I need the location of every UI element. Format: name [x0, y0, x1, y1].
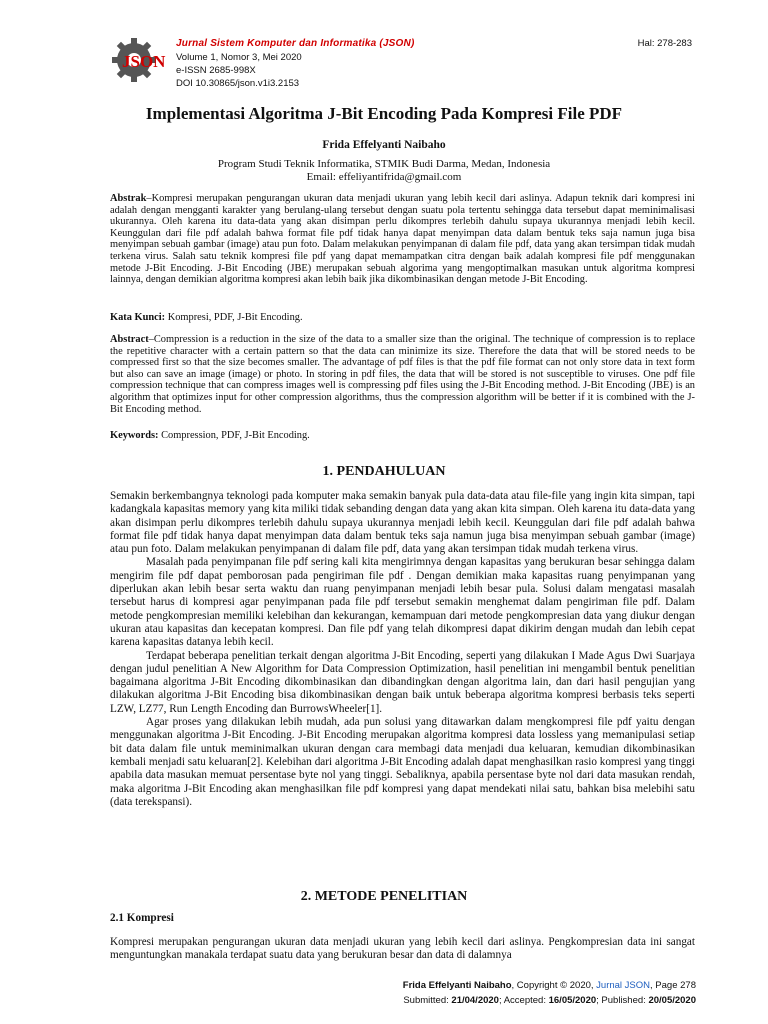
- section1-paragraph-4: Agar proses yang dilakukan lebih mudah, ada pun solusi yang ditawarkan dalam mengkompresi file pdf yaitu dengan menggunakan algoritma J-Bit Encoding. J-Bit Encoding merupakan algoritma kompresi data lossless yang memanipulasi setiap bit data dalam file untuk meminimalkan ukuran dengan cara membagi data menjadi dua keluaran, kemudian dikombinasikan kembali menjadi satu keluaran[2]. Kelebihan dari algoritma J-Bit Encoding adalah dapat menghasilkan rasio kompresi yang tinggi apabila data masukan memuat persentase byte nol yang tinggi. Sebaliknya, apabila persentase byte nol dari data masukan rendah, maka algoritma J-Bit Encoding akan menghasilkan file pdf kompresi yang dapat mendekati nilai satu, bahkan bisa melebihi satu (data terekspansi).: [110, 716, 695, 808]
- journal-name: Jurnal Sistem Komputer dan Informatika (JSON): [176, 38, 415, 49]
- abstrak-label: Abstrak: [110, 193, 147, 204]
- logo-text: JSON: [122, 52, 166, 71]
- accepted-date: 16/05/2020: [548, 995, 597, 1006]
- section-heading-metode: 2. METODE PENELITIAN: [300, 889, 468, 904]
- footer-page: , Page 278: [650, 980, 696, 991]
- section1-paragraph-2: Masalah pada penyimpanan file pdf sering kali kita mengirimnya dengan kapasitas yang berukuran besar sehingga dalam mengirim file pdf dapat pemborosan pada pengiriman file pdf . Dengan demikian maka kapasitas ruang penyimpanan yang diperlukan akan lebih besar serta waktu dan ruang penyimpanan menjadi lebih besar pula. Solusi dalam mengatasi masalah tersebut harus di kompresi agar penyimpanan pada file pdf tersebut semakin menghemat dalam pengiriman file pdf. Dalam metode pengkompresian memiliki kelebihan dan kekurangan, kemampuan dari metode pengkompresian data yang diukur dengan ukuran atau kapasitas dan kecepatan kompresi. Dan file pdf yang telah dikompresi dapat dikirim dengan mudah dan lebih cepat karena kapasitas datanya lebih kecil.: [110, 556, 695, 649]
- keywords-label: Keywords:: [110, 430, 159, 441]
- page-range: Hal: 278-283: [637, 38, 692, 49]
- footer-journal-link[interactable]: Jurnal JSON: [596, 980, 651, 991]
- abstrak-text: –Kompresi merupakan pengurangan ukuran data menjadi ukuran yang lebih kecil dari aslinya. Adapun teknik dari kompresi ini adalah dengan mengganti karakter yang berulang-ulang tersebut dengan suatu pola tertentu sehingga data tersebut dapat meminimalisasi ukurannya. Oleh karena itu data-data yang akan disimpan perlu dikompres terlebih dahulu supaya ukurannya menjadi lebih kecil. Keunggulan dari file pdf adalah bahwa format file pdf tidak hanya dapat menyimpan data dalam bentuk teks saja namun juga bisa menyimpan sebuah gambar (image) atau pun foto. Dalam melakukan penyimpanan di dalam file pdf, data yang akan tersimpan tidak mudah terkena virus. Salah satu teknik kompresi file pdf yang dapat memampatkan citra dengan baik adalah kompresi file pdf menggunakan metode J-Bit Encoding. J-Bit Encoding (JBE) merupakan sebuah algorima yang mengoptimalkan masukan untuk algoritma kompresi lainnya, dengan demikian algoritma kompresi akan lebih baik jika dikombinasikan dengan metode J-Bit Encoding.: [110, 193, 695, 286]
- kata-kunci-text: Kompresi, PDF, J-Bit Encoding.: [165, 312, 303, 323]
- doi-info: DOI 10.30865/json.v1i3.2153: [176, 78, 300, 89]
- subsection-heading-kompresi: 2.1 Kompresi: [110, 912, 174, 924]
- author-email: Email: effeliyantifrida@gmail.com: [306, 171, 462, 183]
- section1-paragraph-3: Terdapat beberapa penelitian terkait dengan algoritma J-Bit Encoding, seperti yang dilakukan I Made Agus Dwi Suarjaya dengan judul penelitian A New Algorithm for Data Compression Optimization, hasil penelitian ini mengambil bentuk penelitian bagaimana algoritma J-Bit Encoding dikombinasikan dan dibandingkan dengan algoritma lain, dan dari hasil pengujian yang dilakukan algoritma J-Bit Encoding bisa dikombinasikan dengan baik untuk beberapa algoritma kompresi berbasis teks seperti LZW, LZ77, Run Length Encoding dan BurrowsWheeler[1].: [110, 649, 695, 715]
- submitted-date: 21/04/2020: [451, 995, 499, 1006]
- footer-dates: [403, 995, 696, 1006]
- submitted-label: Submitted:: [403, 995, 452, 1006]
- accepted-label: ; Accepted:: [498, 995, 549, 1006]
- kata-kunci-label: Kata Kunci:: [110, 312, 166, 323]
- volume-info: Volume 1, Nomor 3, Mei 2020: [176, 52, 302, 63]
- section1-body: [110, 490, 695, 809]
- author-name: Frida Effelyanti Naibaho: [322, 139, 446, 151]
- abstrak-paragraph: [110, 193, 695, 286]
- paper-title: Implementasi Algoritma J-Bit Encoding Pada Kompresi File PDF: [145, 104, 623, 123]
- abstract-text: –Compression is a reduction in the size of the data to a smaller size than the original. The technique of compression is to replace the repetitive character with a certain pattern so that the data can minimize its size. Therefore the data that will be stored needs to be compressed first so that the size becomes smaller. The advantage of pdf files is that the pdf file format can not only store data in text form but also can save an image (image) or photo. In storing in pdf files, the data that will be stored is not susceptible to viruses. One pdf file compression technique that can compress images well is compressing pdf files using the J-Bit Encoding method. J-Bit Encoding (JBE) is an algorithm that optimizes input for other compression algorithms, thus the compression algorithm will be better if it is combined with the J-Bit Encoding method.: [110, 334, 695, 415]
- author-affiliation: [60, 158, 708, 184]
- eissn-info: e-ISSN 2685-998X: [176, 65, 256, 76]
- journal-meta: [176, 51, 302, 90]
- abstract-paragraph: [110, 334, 695, 415]
- keywords-text: Compression, PDF, J-Bit Encoding.: [158, 430, 310, 441]
- section2-body: [110, 936, 695, 963]
- section1-paragraph-1: Semakin berkembangnya teknologi pada komputer maka semakin banyak pula data-data atau file-file yang ingin kita simpan, tapi kadangkala kapasitas memory yang kita miliki tidak sebanding dengan data yang akan kita simpan. Oleh karena itu data-data yang akan disimpan perlu dikompres terlebih dahulu supaya ukurannya menjadi lebih kecil. Keunggulan dari file pdf adalah bahwa format file pdf tidak hanya dapat menyimpan data dalam bentuk teks saja namun juga bisa menyimpan sebuah gambar (image) atau pun foto. Dalam melakukan penyimpanan di dalam file pdf, data yang akan tersimpan tidak mudah terkena virus.: [110, 490, 695, 556]
- affiliation-line: Program Studi Teknik Informatika, STMIK Budi Darma, Medan, Indonesia: [217, 158, 551, 170]
- keywords-paragraph: [110, 430, 695, 442]
- section-heading-pendahuluan: 1. PENDAHULUAN: [322, 464, 446, 479]
- abstract-label: Abstract: [110, 334, 149, 345]
- kata-kunci-paragraph: [110, 312, 695, 324]
- json-logo-icon: [108, 30, 174, 88]
- footer-copyright: , Copyright © 2020,: [511, 980, 597, 991]
- published-label: ; Published:: [596, 995, 649, 1006]
- footer-citation: [403, 980, 696, 991]
- published-date: 20/05/2020: [648, 995, 696, 1006]
- footer-author: Frida Effelyanti Naibaho: [402, 980, 512, 991]
- section2-paragraph-1: Kompresi merupakan pengurangan ukuran data menjadi ukuran yang lebih kecil dari aslinya. Pengkompresian data ini sangat menguntungkan manakala terdapat suatu data yang berukuran besar dan data di dalamnya: [110, 936, 695, 962]
